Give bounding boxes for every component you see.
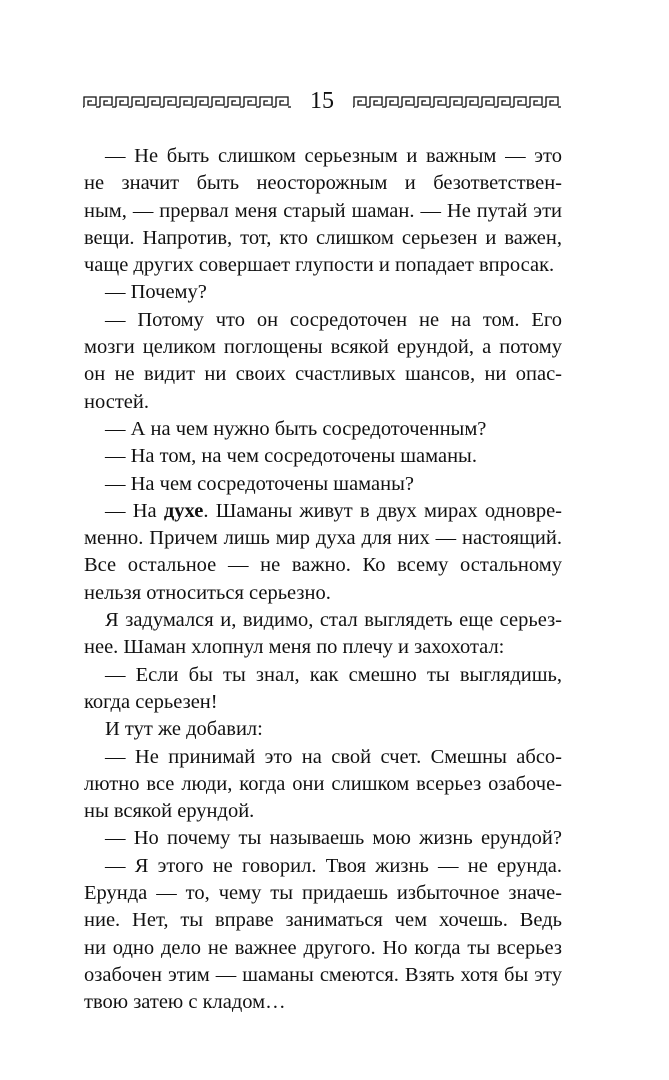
emphasis-word: духе [163,499,204,522]
text-line: — На том, на чем сосредоточены шаманы. [105,445,477,468]
text-line: — Если бы ты знал, как смешно ты выглядишь, [105,663,562,686]
text-line: вещи. Напротив, тот, кто слишком серьезен и важен, [84,226,562,249]
text-line: ние. Нет, ты вправе заниматься чем хочешь. Ведь [84,909,562,932]
text-line: — Но почему ты называешь мою жизнь ерундой? [105,827,562,850]
text-line: менно. Причем лишь мир духа для них — настоящий. [84,527,562,550]
text-line: озабочен этим — шаманы смеются. Взять хотя бы эту [84,963,562,986]
text-line: ны всякой ерундой. [84,800,255,823]
text-line: — Не быть слишком серьезным и важным — это [105,145,562,167]
text-fragment: — На [105,499,164,522]
text-line: не значит быть неосторожным и безответствен- [84,172,562,195]
text-line: И тут же добавил: [105,718,263,741]
text-fragment: . Шаманы живут в двух мирах одновре- [203,499,562,522]
text-line: Я задумался и, видимо, стал выглядеть еще серьез- [105,609,562,632]
text-line: — Потому что он сосредоточен не на том. Его [105,308,562,331]
text-line: чаще других совершает глупости и попадает впросак. [84,254,555,277]
text-line: — Не принимай это на свой счет. Смешны абсо- [105,745,562,768]
text-line: мозги целиком поглощены всякой ерундой, а потому [84,336,562,359]
meander-ornament-right [353,96,561,108]
text-line: когда серьезен! [84,690,218,713]
text-line: он не видит ни своих счастливых шансов, ни опас- [84,363,562,386]
text-line: ни одно дело не важнее другого. Но когда ты всерьез [84,936,562,959]
text-line: ным, — прервал меня старый шаман. — Не путай эти [84,199,562,222]
page-number: 15 [310,88,334,114]
text-line: — На чем сосредоточены шаманы? [105,472,414,495]
text-line: Ерунда — то, чему ты придаешь избыточное значе- [84,882,562,905]
text-line: ностей. [84,390,149,413]
text-line: — А на чем нужно быть сосредоточенным? [105,417,487,440]
text-line: — Я этого не говорил. Твоя жизнь — не ерунда. [105,854,562,877]
text-line: лютно все люди, когда они слишком всерьез озабоче- [84,772,562,795]
text-line: — Почему? [105,281,207,304]
text-line: твою затею с кладом… [84,991,286,1014]
text-line: нее. Шаман хлопнул меня по плечу и захохотал: [84,636,505,659]
page-header [83,90,561,116]
text-line [84,498,562,525]
body-text [84,143,562,1017]
text-line: Все остальное — не важно. Ко всему остальному [84,554,562,577]
text-line: нельзя относиться серьезно. [84,581,331,604]
